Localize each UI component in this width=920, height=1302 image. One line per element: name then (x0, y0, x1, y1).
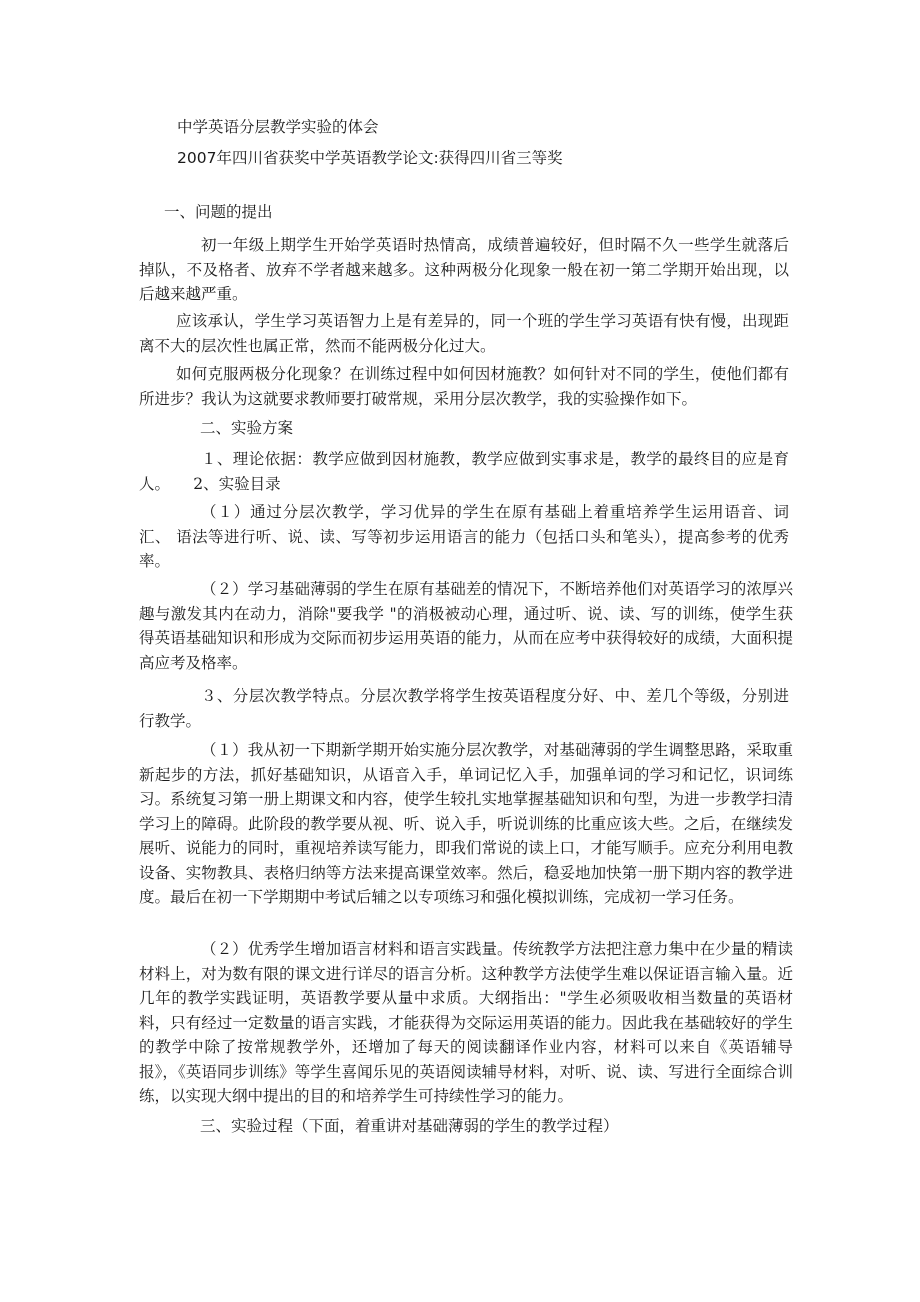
paragraph-6: （２）学习基础薄弱的学生在原有基础差的情况下，不断培养他们对英语学习的浓厚兴趣与激发其内在动力，消除"要我学 "的消极被动心理，通过听、说、读、写的训练，使学生获得英语基础知识和形成为交际而初步运用英语的能力，从而在应考中获得较好的成绩，大面积提高应考及格率。 (139, 580, 793, 672)
paragraph-4: １、理论依据：教学应做到因材施教，教学应做到实事求是，教学的最终目的应是育人。 2、实验目录 (139, 450, 789, 493)
document-title: 中学英语分层教学实验的体会 (177, 118, 379, 136)
section-heading-1: 一、问题的提出 (164, 203, 273, 221)
paragraph-2: 应该承认，学生学习英语智力上是有差异的，同一个班的学生学习英语有快有慢，出现距离不大的层次性也属正常，然而不能两极分化过大。 (139, 312, 789, 355)
paragraph-5: （１）通过分层次教学，学习优异的学生在原有基础上着重培养学生运用语音、词汇、 语法等进行听、说、读、写等初步运用语言的能力（包括口头和笔头），提高参考的优秀率。 (139, 503, 789, 570)
paragraph-7: ３、分层次教学特点。分层次教学将学生按英语程度分好、中、差几个等级，分别进行教学。 (139, 687, 789, 730)
paragraph-1: 初一年级上期学生开始学英语时热情高，成绩普遍较好，但时隔不久一些学生就落后掉队，不及格者、放弃不学者越来越多。这种两极分化现象一般在初一第二学期开始出现，以后越来越严重。 (139, 236, 789, 303)
section-heading-3: 三、实验过程（下面，着重讲对基础薄弱的学生的教学过程） (200, 1117, 619, 1135)
document-subtitle: 2007年四川省获奖中学英语教学论文:获得四川省三等奖 (177, 149, 563, 167)
paragraph-9: （２）优秀学生增加语言材料和语言实践量。传统教学方法把注意力集中在少量的精读材料上，对为数有限的课文进行详尽的语言分析。这种教学方法使学生难以保证语言输入量。近几年的教学实践证明，英语教学要从量中求质。大纲指出："学生必须吸收相当数量的英语材料，只有经过一定数量的语言实践，才能获得为交际运用英语的能力。因此我在基础较好的学生的教学中除了按常规教学外，还增加了每天的阅读翻译作业内容，材料可以来自《英语辅导报》，《英语同步训练》等学生喜闻乐见的英语阅读辅导材料，对听、说、读、写进行全面综合训练，以实现大纲中提出的目的和培养学生可持续性学习的能力。 (139, 940, 793, 1105)
paragraph-3: 如何克服两极分化现象？在训练过程中如何因材施教？如何针对不同的学生，使他们都有所进步？我认为这就要求教师要打破常规，采用分层次教学，我的实验操作如下。 (139, 365, 789, 408)
section-heading-2: 二、实验方案 (200, 419, 294, 437)
paragraph-8: （１）我从初一下期新学期开始实施分层次教学，对基础薄弱的学生调整思路，采取重新起步的方法，抓好基础知识，从语音入手，单词记忆入手，加强单词的学习和记忆，识词练习。系统复习第一册上期课文和内容，使学生较扎实地掌握基础知识和句型，为进一步教学扫清 学习上的障碍。此阶段的教学要从视、听、说入手，听说训练的比重应该大些。之后，在继续发展听、说能力的同时，重视培养读写能力，即我们常说的读上口，才能写顺手。应充分利用电教设备、实物教具、表格归纳等方法来提高课堂效率。然后，稳妥地加快第一册下期内容的教学进度。最后在初一下学期期中考试后辅之以专项练习和强化模拟训练，完成初一学习任务。 (139, 741, 793, 906)
